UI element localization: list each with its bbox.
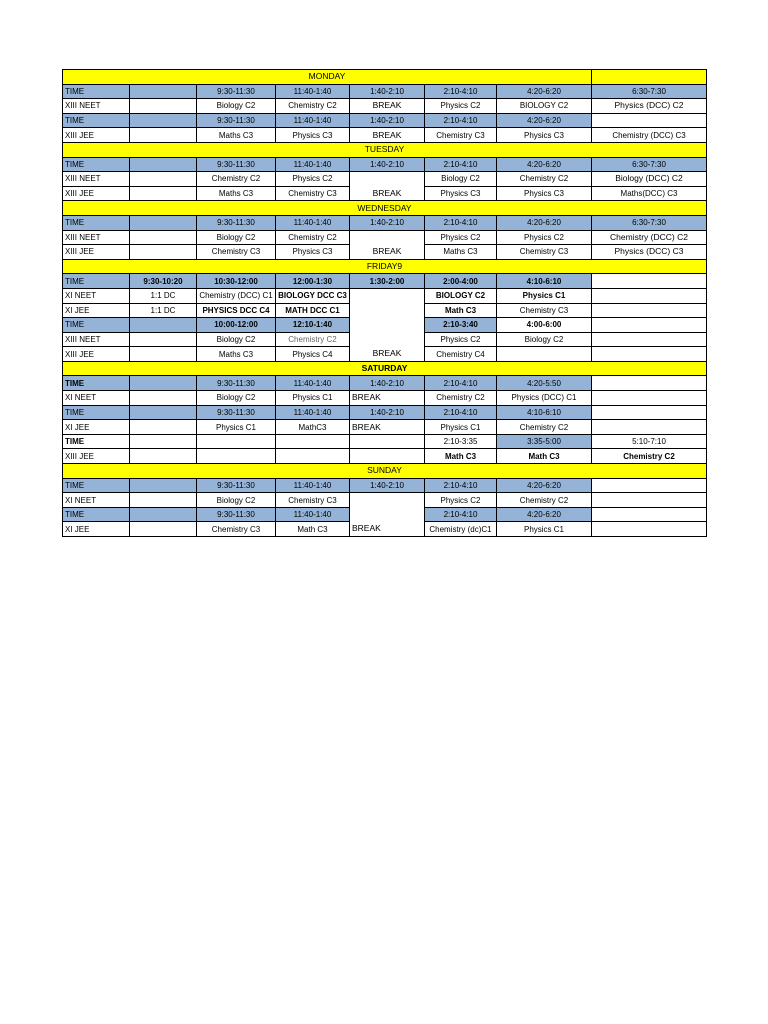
row-label: TIME [63, 157, 130, 172]
empty-cell [130, 391, 197, 406]
time-slot: 4:20-5:50 [497, 376, 592, 391]
break-cell: BREAK [350, 391, 425, 406]
time-slot: 9:30-11:30 [197, 113, 276, 128]
empty-cell [130, 507, 197, 522]
subject-cell: Chemistry C3 [497, 245, 592, 260]
day-title-saturday: SATURDAY [63, 361, 707, 376]
time-slot: 4:10-6:10 [497, 405, 592, 420]
sunday-header-row [63, 464, 707, 479]
subject-cell: BIOLOGY DCC C3 [276, 288, 350, 303]
empty-cell [350, 434, 425, 449]
time-row [63, 318, 707, 333]
row-label: TIME [63, 318, 130, 333]
time-slot: 9:30-10:20 [130, 274, 197, 289]
subject-cell: Chemistry C2 [497, 420, 592, 435]
time-slot: 2:10-4:10 [425, 478, 497, 493]
time-slot: 4:20-6:20 [497, 215, 592, 230]
empty-cell [130, 128, 197, 143]
empty-cell [130, 84, 197, 99]
subject-cell: Chemistry (DCC) C2 [592, 230, 707, 245]
time-slot: 4:20-6:20 [497, 157, 592, 172]
subject-cell: Maths C3 [197, 186, 276, 201]
row-label: XIII JEE [63, 245, 130, 260]
subject-cell: MathC3 [276, 420, 350, 435]
subject-cell: Math C3 [497, 449, 592, 464]
subject-cell: Physics C3 [276, 245, 350, 260]
empty-cell [130, 493, 197, 508]
class-row [63, 288, 707, 303]
time-slot: 1:40-2:10 [350, 405, 425, 420]
time-slot: 9:30-11:30 [197, 215, 276, 230]
time-slot: 10:00-12:00 [197, 318, 276, 333]
subject-cell: Biology C2 [425, 172, 497, 187]
empty-cell [130, 449, 197, 464]
row-label: XI JEE [63, 303, 130, 318]
empty-cell [276, 449, 350, 464]
subject-cell: Chemistry C2 [276, 99, 350, 114]
subject-cell: PHYSICS DCC C4 [197, 303, 276, 318]
class-row [63, 449, 707, 464]
time-slot: 9:30-11:30 [197, 478, 276, 493]
row-label: TIME [63, 215, 130, 230]
day-title-tuesday: TUESDAY [63, 142, 707, 157]
empty-cell [130, 347, 197, 362]
class-row [63, 186, 707, 201]
empty-cell [130, 478, 197, 493]
time-slot: 11:40-1:40 [276, 215, 350, 230]
empty-cell [592, 274, 707, 289]
empty-cell [592, 405, 707, 420]
empty-cell [130, 405, 197, 420]
subject-cell: Physics C1 [497, 522, 592, 537]
empty-cell [350, 288, 425, 303]
subject-cell: Physics C2 [425, 99, 497, 114]
row-label: XI NEET [63, 493, 130, 508]
time-slot: 11:40-1:40 [276, 405, 350, 420]
time-slot: 4:00-6:00 [497, 318, 592, 333]
tuesday-header-row [63, 142, 707, 157]
time-row [63, 434, 707, 449]
empty-cell [592, 347, 707, 362]
empty-cell [592, 493, 707, 508]
row-label: TIME [63, 376, 130, 391]
empty-cell [592, 332, 707, 347]
break-cell: BREAK [350, 99, 425, 114]
time-slot: 2:10-4:10 [425, 376, 497, 391]
subject-cell: Maths C3 [425, 245, 497, 260]
subject-cell: Physics C2 [497, 230, 592, 245]
time-slot: 4:20-6:20 [497, 84, 592, 99]
subject-cell: Math C3 [425, 303, 497, 318]
day-header-spacer [592, 70, 707, 85]
row-label: XI NEET [63, 391, 130, 406]
empty-cell [130, 157, 197, 172]
row-label: XIII NEET [63, 172, 130, 187]
row-label: TIME [63, 84, 130, 99]
class-row [63, 303, 707, 318]
time-slot: 1:40-2:10 [350, 84, 425, 99]
empty-cell [130, 99, 197, 114]
subject-cell: 1:1 DC [130, 303, 197, 318]
subject-cell: Chemistry C2 [197, 172, 276, 187]
empty-cell [130, 522, 197, 537]
empty-cell [350, 493, 425, 508]
row-label: XIII NEET [63, 99, 130, 114]
monday-header-row [63, 70, 707, 85]
time-row [63, 84, 707, 99]
time-row [63, 274, 707, 289]
time-slot: 11:40-1:40 [276, 84, 350, 99]
empty-cell [130, 318, 197, 333]
row-label: XI JEE [63, 420, 130, 435]
subject-cell: Maths(DCC) C3 [592, 186, 707, 201]
subject-cell: Physics C2 [425, 332, 497, 347]
subject-cell: Chemistry (DCC) C3 [592, 128, 707, 143]
time-slot: 6:30-7:30 [592, 157, 707, 172]
empty-cell [592, 318, 707, 333]
empty-cell [350, 172, 425, 187]
class-row [63, 347, 707, 362]
subject-cell: Biology C2 [197, 99, 276, 114]
subject-cell: Chemistry C3 [276, 493, 350, 508]
row-label: TIME [63, 507, 130, 522]
class-row [63, 230, 707, 245]
row-label: XIII NEET [63, 332, 130, 347]
time-row [63, 405, 707, 420]
break-cell: BREAK [350, 128, 425, 143]
class-row [63, 172, 707, 187]
time-row [63, 215, 707, 230]
subject-cell: Maths C3 [197, 347, 276, 362]
time-slot: 11:40-1:40 [276, 113, 350, 128]
empty-cell [276, 434, 350, 449]
saturday-header-row [63, 361, 707, 376]
subject-cell: Chemistry C3 [425, 128, 497, 143]
empty-cell [130, 376, 197, 391]
row-label: TIME [63, 478, 130, 493]
wednesday-header-row [63, 201, 707, 216]
row-label: TIME [63, 434, 130, 449]
time-slot: 1:40-2:10 [350, 478, 425, 493]
time-slot: 6:30-7:30 [592, 84, 707, 99]
time-slot: 1:40-2:10 [350, 157, 425, 172]
subject-cell: Maths C3 [197, 128, 276, 143]
time-slot: 10:30-12:00 [197, 274, 276, 289]
time-row [63, 376, 707, 391]
class-row [63, 522, 707, 537]
empty-cell [197, 449, 276, 464]
time-slot: 3:35-5:00 [497, 434, 592, 449]
time-slot: 9:30-11:30 [197, 405, 276, 420]
subject-cell: Biology C2 [197, 230, 276, 245]
row-label: XI JEE [63, 522, 130, 537]
time-slot: 2:10-4:10 [425, 157, 497, 172]
subject-cell: Chemistry (DCC) C1 [197, 288, 276, 303]
subject-cell: 1:1 DC [130, 288, 197, 303]
time-slot: 6:30-7:30 [592, 215, 707, 230]
empty-cell [130, 245, 197, 260]
empty-cell [197, 434, 276, 449]
subject-cell: Chemistry C3 [276, 186, 350, 201]
row-label: XIII JEE [63, 347, 130, 362]
empty-cell [592, 420, 707, 435]
empty-cell [592, 288, 707, 303]
subject-cell: Biology C2 [197, 391, 276, 406]
time-slot: 1:30-2:00 [350, 274, 425, 289]
break-cell: BREAK [350, 186, 425, 201]
empty-cell [592, 113, 707, 128]
empty-cell [130, 230, 197, 245]
time-slot: 5:10-7:10 [592, 434, 707, 449]
subject-cell: Physics (DCC) C2 [592, 99, 707, 114]
subject-cell: Physics C2 [425, 493, 497, 508]
subject-cell: Chemistry C2 [425, 391, 497, 406]
day-title-friday: FRIDAY9 [63, 259, 707, 274]
row-label: XI NEET [63, 288, 130, 303]
row-label: TIME [63, 274, 130, 289]
time-slot: 4:20-6:20 [497, 478, 592, 493]
subject-cell: Physics C3 [425, 186, 497, 201]
class-row [63, 245, 707, 260]
break-cell: BREAK [350, 420, 425, 435]
subject-cell: Biology C2 [197, 332, 276, 347]
class-row [63, 493, 707, 508]
break-cell: BREAK [350, 245, 425, 260]
time-slot: 1:40-2:10 [350, 113, 425, 128]
subject-cell: Physics C2 [276, 172, 350, 187]
empty-cell [350, 230, 425, 245]
row-label: XIII JEE [63, 186, 130, 201]
class-row [63, 128, 707, 143]
time-slot: 11:40-1:40 [276, 507, 350, 522]
time-slot: 12:10-1:40 [276, 318, 350, 333]
empty-cell [350, 507, 425, 522]
subject-cell: Chemistry C3 [197, 245, 276, 260]
time-slot: 2:10-4:10 [425, 113, 497, 128]
subject-cell: Physics C1 [197, 420, 276, 435]
time-slot: 2:10-4:10 [425, 405, 497, 420]
empty-cell [592, 391, 707, 406]
time-slot: 4:20-6:20 [497, 507, 592, 522]
empty-cell [130, 186, 197, 201]
time-slot: 2:10-4:10 [425, 507, 497, 522]
subject-cell: Physics (DCC) C3 [592, 245, 707, 260]
subject-cell: Chemistry C2 [497, 172, 592, 187]
empty-cell [497, 347, 592, 362]
empty-cell [130, 113, 197, 128]
time-slot: 4:10-6:10 [497, 274, 592, 289]
time-slot: 1:40-2:10 [350, 215, 425, 230]
empty-cell [592, 507, 707, 522]
subject-cell: Biology (DCC) C2 [592, 172, 707, 187]
subject-cell: BIOLOGY C2 [425, 288, 497, 303]
time-slot: 1:40-2:10 [350, 376, 425, 391]
time-slot: 2:10-4:10 [425, 215, 497, 230]
class-row [63, 420, 707, 435]
time-slot: 9:30-11:30 [197, 376, 276, 391]
time-slot: 2:10-4:10 [425, 84, 497, 99]
empty-cell [130, 215, 197, 230]
break-cell: BREAK [350, 347, 425, 362]
time-slot: 9:30-11:30 [197, 507, 276, 522]
empty-cell [350, 449, 425, 464]
empty-cell [592, 376, 707, 391]
empty-cell [592, 522, 707, 537]
day-title-monday: MONDAY [63, 70, 592, 85]
subject-cell: Chemistry C3 [497, 303, 592, 318]
subject-cell: Chemistry C2 [276, 230, 350, 245]
time-slot: 2:10-3:40 [425, 318, 497, 333]
empty-cell [130, 420, 197, 435]
subject-cell: Physics C2 [425, 230, 497, 245]
subject-cell: Chemistry C4 [425, 347, 497, 362]
subject-cell: Physics C1 [276, 391, 350, 406]
row-label: XIII JEE [63, 449, 130, 464]
time-slot: 4:20-6:20 [497, 113, 592, 128]
subject-cell: Biology C2 [197, 493, 276, 508]
time-row [63, 507, 707, 522]
row-label: TIME [63, 113, 130, 128]
time-row [63, 113, 707, 128]
time-row [63, 157, 707, 172]
day-title-wednesday: WEDNESDAY [63, 201, 707, 216]
time-slot: 12:00-1:30 [276, 274, 350, 289]
empty-cell [350, 332, 425, 347]
timetable [62, 69, 707, 537]
time-slot: 9:30-11:30 [197, 84, 276, 99]
time-slot: 11:40-1:40 [276, 478, 350, 493]
empty-cell [130, 434, 197, 449]
empty-cell [350, 318, 425, 333]
subject-cell: Biology C2 [497, 332, 592, 347]
empty-cell [592, 478, 707, 493]
empty-cell [592, 303, 707, 318]
subject-cell: Chemistry C2 [276, 332, 350, 347]
day-title-sunday: SUNDAY [63, 464, 707, 479]
subject-cell: Physics (DCC) C1 [497, 391, 592, 406]
class-row [63, 391, 707, 406]
empty-cell [130, 332, 197, 347]
subject-cell: Math C3 [276, 522, 350, 537]
time-slot: 2:00-4:00 [425, 274, 497, 289]
subject-cell: BIOLOGY C2 [497, 99, 592, 114]
empty-cell [130, 172, 197, 187]
break-cell: BREAK [350, 522, 425, 537]
time-slot: 11:40-1:40 [276, 157, 350, 172]
subject-cell: Physics C3 [276, 128, 350, 143]
subject-cell: Physics C3 [497, 186, 592, 201]
time-row [63, 478, 707, 493]
empty-cell [350, 303, 425, 318]
row-label: TIME [63, 405, 130, 420]
friday-header-row [63, 259, 707, 274]
class-row [63, 99, 707, 114]
row-label: XIII NEET [63, 230, 130, 245]
subject-cell: Physics C1 [425, 420, 497, 435]
subject-cell: Math C3 [425, 449, 497, 464]
subject-cell: Physics C4 [276, 347, 350, 362]
subject-cell: MATH DCC C1 [276, 303, 350, 318]
class-row [63, 332, 707, 347]
subject-cell: Chemistry C2 [497, 493, 592, 508]
time-slot: 11:40-1:40 [276, 376, 350, 391]
subject-cell: Physics C3 [497, 128, 592, 143]
row-label: XIII JEE [63, 128, 130, 143]
subject-cell: Chemistry C3 [197, 522, 276, 537]
time-slot: 9:30-11:30 [197, 157, 276, 172]
subject-cell: Chemistry C2 [592, 449, 707, 464]
subject-cell: Physics C1 [497, 288, 592, 303]
time-slot: 2:10-3:35 [425, 434, 497, 449]
subject-cell: Chemistry (dc)C1 [425, 522, 497, 537]
